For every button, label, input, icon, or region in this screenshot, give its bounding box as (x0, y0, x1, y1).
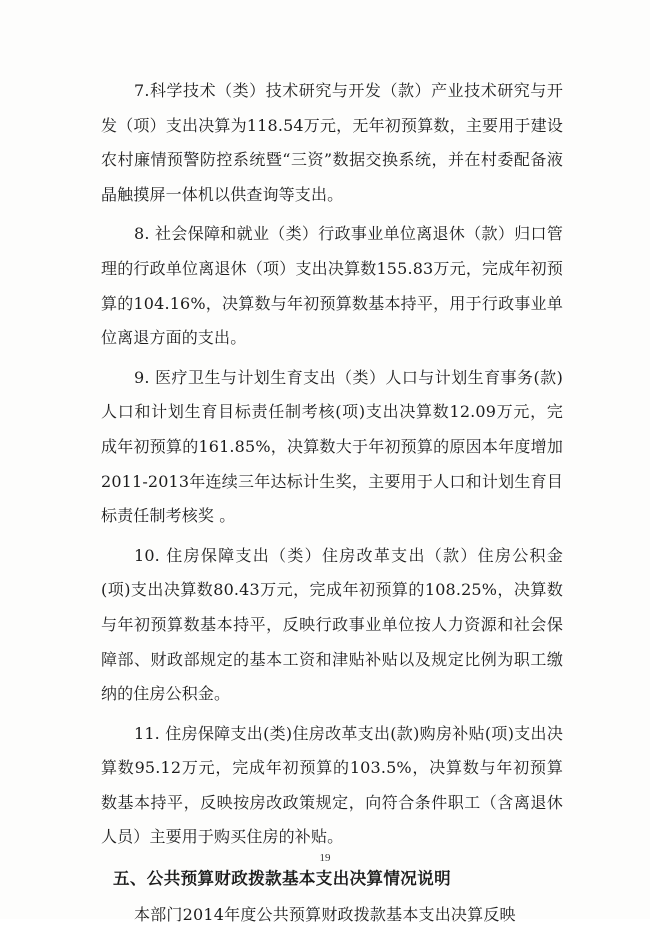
page-number: 19 (319, 852, 331, 864)
paragraph-item-8: 8. 社会保障和就业（类）行政事业单位离退休（款）归口管理的行政单位离退休（项）支出决算数155.83万元，完成年初预算的104.16%，决算数与年初预算数基本持平，用于行政事业单位离退方面的支出。 (101, 224, 563, 348)
section-heading: 五、公共预算财政拨款基本支出决算情况说明 (113, 869, 451, 889)
paragraph-section-5-intro: 本部门2014年度公共预算财政拨款基本支出决算反映 (134, 905, 516, 925)
paragraph-item-7: 7.科学技术（类）技术研究与开发（款）产业技术研究与开发（项）支出决算为118.54万元，无年初预算数，主要用于建设农村廉情预警防控系统暨“三资”数据交换系统，并在村委配备液晶触摸屏一体机以供查询等支出。 (101, 81, 563, 204)
page-body (101, 74, 563, 932)
paragraph-item-10: 10. 住房保障支出（类）住房改革支出（款）住房公积金(项)支出决算数80.43万元，完成年初预算的108.25%，决算数与年初预算数基本持平，反映行政事业单位按人力资源和社会保障部、财政部规定的基本工资和津贴补贴以及规定比例为职工缴纳的住房公积金。 (101, 545, 563, 704)
paragraph-item-11: 11. 住房保障支出(类)住房改革支出(款)购房补贴(项)支出决算数95.12万元，完成年初预算的103.5%，决算数与年初预算数基本持平，反映按房改政策规定，向符合条件职工（含离退休人员）主要用于购买住房的补贴。 (101, 723, 563, 847)
paragraph-item-9: 9. 医疗卫生与计划生育支出（类）人口与计划生育事务(款)人口和计划生育目标责任制考核(项)支出决算数12.09万元，完成年初预算的161.85%，决算数大于年初预算的原因本年度增加2011-2013年连续三年达标计生奖，主要用于人口和计划生育目标责任制考核奖 。 (101, 367, 563, 526)
